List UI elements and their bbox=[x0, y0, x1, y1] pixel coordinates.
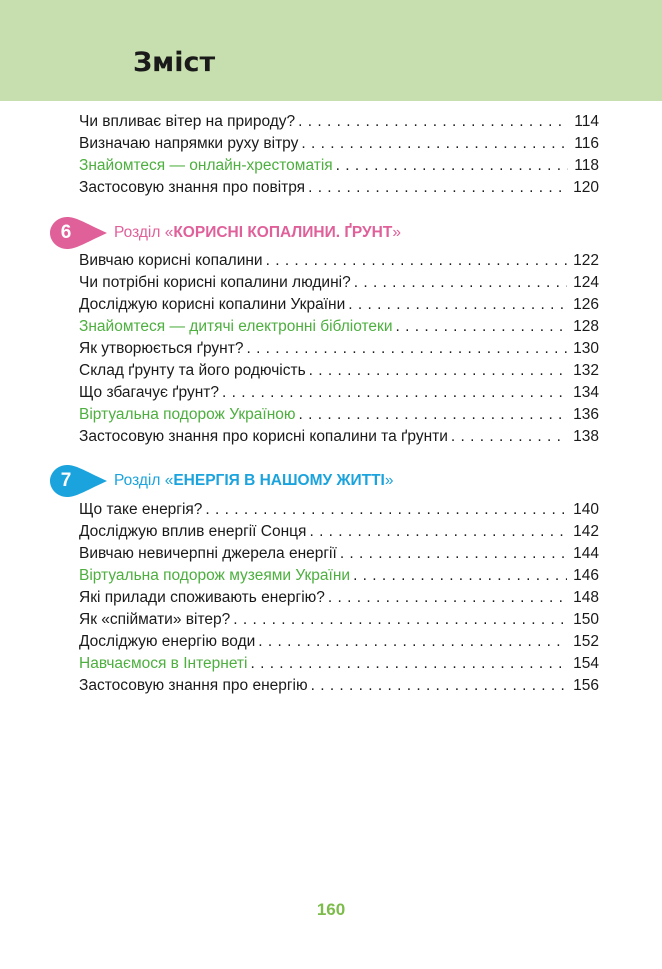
toc-entry[interactable] bbox=[79, 177, 599, 199]
toc-entry[interactable] bbox=[79, 499, 599, 521]
toc-entry[interactable] bbox=[79, 382, 599, 404]
toc-entry-page: 114 bbox=[574, 113, 599, 130]
toc-entry-title: Як «спіймати» вітер? bbox=[79, 611, 231, 628]
toc-entry-title: Досліджую вплив енергії Сонця bbox=[79, 523, 307, 540]
toc-entry-page: 144 bbox=[573, 545, 599, 562]
section-title bbox=[114, 216, 401, 250]
toc-entry-page: 122 bbox=[573, 252, 599, 269]
toc-entry-title: Що збагачує ґрунт? bbox=[79, 384, 220, 401]
toc-entry-title: Віртуальна подорож музеями України bbox=[79, 567, 351, 584]
dot-leader bbox=[258, 631, 567, 653]
toc-entry[interactable] bbox=[79, 587, 599, 609]
dot-leader bbox=[266, 250, 568, 272]
toc-entry-title: Визначаю напрямки руху вітру bbox=[79, 135, 299, 152]
section-title-suffix: » bbox=[392, 224, 401, 241]
toc-entry-page: 126 bbox=[573, 296, 599, 313]
toc-entry-page: 148 bbox=[573, 589, 599, 606]
toc-entry-page: 124 bbox=[573, 274, 599, 291]
section-heading-7[interactable] bbox=[50, 464, 610, 498]
dot-leader bbox=[299, 404, 568, 426]
section-title-prefix: Розділ « bbox=[114, 224, 174, 241]
toc-entry[interactable] bbox=[79, 360, 599, 382]
toc-entry-page: 140 bbox=[573, 501, 599, 518]
section-title-name: ЕНЕРГІЯ В НАШОМУ ЖИТТІ bbox=[173, 472, 385, 489]
toc-entry-title: Застосовую знання про повітря bbox=[79, 179, 306, 196]
dot-leader bbox=[328, 587, 567, 609]
dot-leader bbox=[340, 543, 567, 565]
toc-entry[interactable] bbox=[79, 609, 599, 631]
toc-entry-title: Досліджую енергію води bbox=[79, 633, 256, 650]
toc-entry[interactable] bbox=[79, 133, 599, 155]
page-title: Зміст bbox=[133, 47, 216, 78]
dot-leader bbox=[451, 426, 567, 448]
toc-entry-title: Знайомтеся — дитячі електронні бібліотеки bbox=[79, 318, 393, 335]
toc-entry[interactable] bbox=[79, 111, 599, 133]
toc-entry-page: 130 bbox=[573, 340, 599, 357]
toc-entry[interactable] bbox=[79, 272, 599, 294]
toc-entry[interactable] bbox=[79, 250, 599, 272]
dot-leader bbox=[396, 316, 568, 338]
toc-entry-page: 156 bbox=[573, 677, 599, 694]
toc-entry-page: 138 bbox=[573, 428, 599, 445]
section-number: 7 bbox=[60, 470, 72, 491]
toc-entry[interactable] bbox=[79, 316, 599, 338]
toc-entry-title: Застосовую знання про корисні копалини та ґрунти bbox=[79, 428, 448, 445]
page-number: 160 bbox=[316, 900, 346, 919]
toc-entry-page: 152 bbox=[573, 633, 599, 650]
dot-leader bbox=[353, 565, 567, 587]
toc-entry[interactable] bbox=[79, 653, 599, 675]
toc-entry[interactable] bbox=[79, 338, 599, 360]
toc-entry-page: 128 bbox=[573, 318, 599, 335]
toc-entry-title: Вивчаю корисні копалини bbox=[79, 252, 263, 269]
section-title bbox=[114, 464, 394, 498]
dot-leader bbox=[309, 521, 567, 543]
toc-entry-title: Досліджую корисні копалини України bbox=[79, 296, 346, 313]
toc-entry-title: Чи потрібні корисні копалини людині? bbox=[79, 274, 351, 291]
toc-entry-page: 134 bbox=[573, 384, 599, 401]
dot-leader bbox=[298, 111, 568, 133]
toc-entry-title: Вивчаю невичерпні джерела енергії bbox=[79, 545, 337, 562]
section-title-prefix: Розділ « bbox=[114, 472, 174, 489]
dot-leader bbox=[309, 360, 567, 382]
header-band bbox=[0, 0, 662, 101]
section-number-badge bbox=[50, 464, 110, 498]
toc-entry-title: Віртуальна подорож Україною bbox=[79, 406, 296, 423]
dot-leader bbox=[308, 177, 567, 199]
dot-leader bbox=[354, 272, 567, 294]
section-number: 6 bbox=[60, 222, 72, 243]
dot-leader bbox=[311, 675, 568, 697]
toc-entry-title: Що таке енергія? bbox=[79, 501, 203, 518]
toc-entry-page: 118 bbox=[574, 157, 599, 174]
toc-entry-title: Склад ґрунту та його родючість bbox=[79, 362, 306, 379]
toc-entry[interactable] bbox=[79, 631, 599, 653]
toc-entry-page: 132 bbox=[573, 362, 599, 379]
dot-leader bbox=[348, 294, 567, 316]
toc-entry-page: 136 bbox=[573, 406, 599, 423]
section-heading-6[interactable] bbox=[50, 216, 610, 250]
toc-entry-page: 146 bbox=[573, 567, 599, 584]
toc-entry[interactable] bbox=[79, 426, 599, 448]
toc-entry-title: Які прилади споживають енергію? bbox=[79, 589, 325, 606]
toc-entry-page: 154 bbox=[573, 655, 599, 672]
dot-leader bbox=[336, 155, 569, 177]
toc-entry-page: 116 bbox=[574, 135, 599, 152]
toc-entry[interactable] bbox=[79, 543, 599, 565]
toc-entry-title: Знайомтеся — онлайн-хрестоматія bbox=[79, 157, 333, 174]
toc-entry[interactable] bbox=[79, 404, 599, 426]
toc-entry-title: Застосовую знання про енергію bbox=[79, 677, 308, 694]
section-title-suffix: » bbox=[384, 472, 394, 489]
dot-leader bbox=[250, 653, 567, 675]
section-title-name: КОРИСНІ КОПАЛИНИ. ҐРУНТ bbox=[173, 224, 393, 241]
toc-entry[interactable] bbox=[79, 521, 599, 543]
toc-entry-title: Навчаємося в Інтернеті bbox=[79, 655, 248, 672]
toc-entry[interactable] bbox=[79, 675, 599, 697]
dot-leader bbox=[246, 338, 567, 360]
dot-leader bbox=[233, 609, 567, 631]
dot-leader bbox=[301, 133, 568, 155]
dot-leader bbox=[222, 382, 567, 404]
toc-entry[interactable] bbox=[79, 294, 599, 316]
toc-entry-title: Як утворюється ґрунт? bbox=[79, 340, 244, 357]
toc-entry[interactable] bbox=[79, 155, 599, 177]
section-number-badge bbox=[50, 216, 110, 250]
toc-entry-title: Чи впливає вітер на природу? bbox=[79, 113, 296, 130]
toc-entry-page: 150 bbox=[573, 611, 599, 628]
dot-leader bbox=[205, 499, 567, 521]
toc-entry[interactable] bbox=[79, 565, 599, 587]
toc-entry-page: 142 bbox=[573, 523, 599, 540]
toc-entry-page: 120 bbox=[573, 179, 599, 196]
